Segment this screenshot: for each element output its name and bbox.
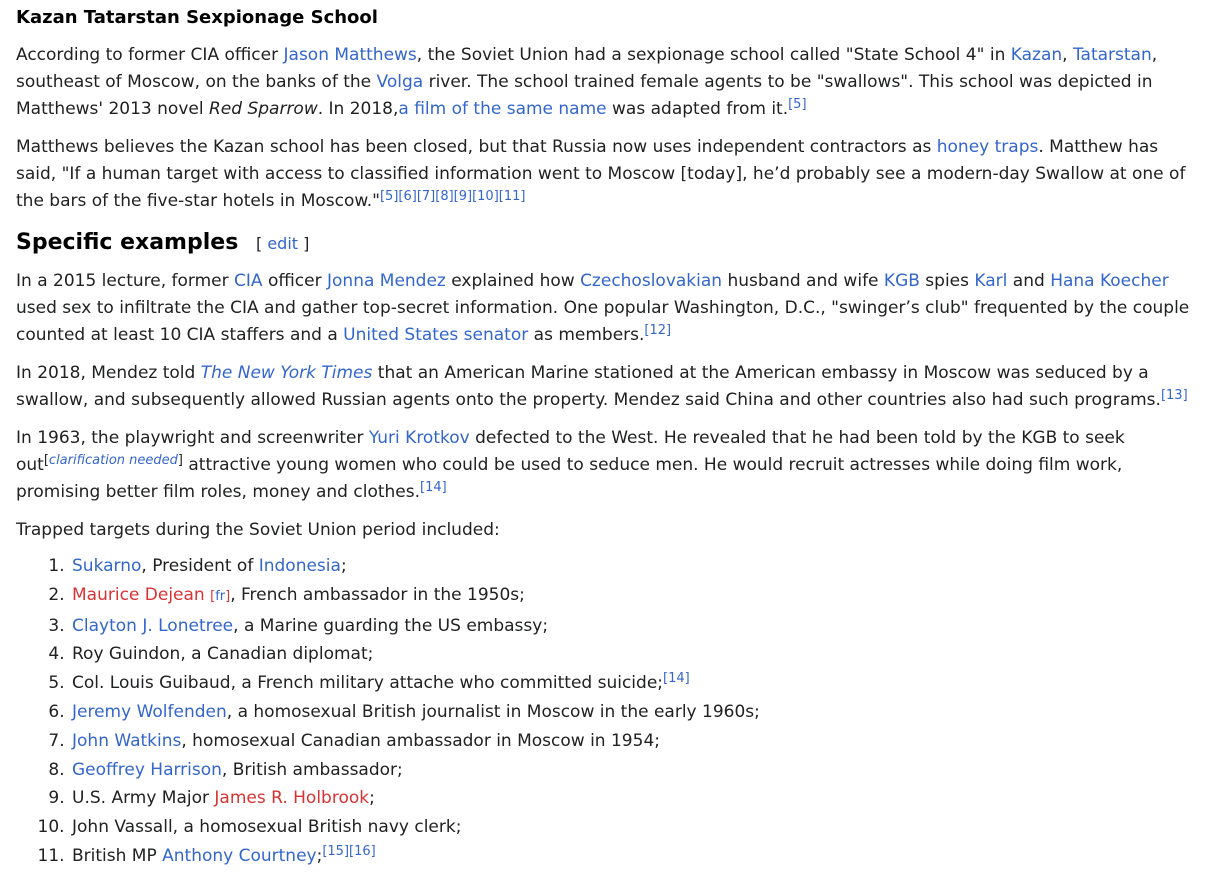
italic-text: Red Sparrow	[208, 99, 318, 119]
link-tatarstan[interactable]: Tatarstan	[1072, 45, 1152, 65]
trapped-targets-list	[16, 552, 1192, 871]
text: ;	[369, 788, 375, 809]
text: In 2018, Mendez told	[16, 363, 201, 383]
ref-13[interactable]: [13]	[1160, 388, 1188, 404]
reference	[322, 844, 349, 859]
list-intro: Trapped targets during the Soviet Union period included:	[16, 520, 500, 540]
text: , a Marine guarding the US embassy;	[233, 615, 549, 636]
text: . In 2018,	[317, 99, 399, 119]
text: In a 2015 lecture, former	[16, 271, 235, 291]
list-item	[70, 842, 1192, 871]
link-the-new-york-times[interactable]: The New York Times	[200, 363, 373, 383]
link-geoffrey-harrison[interactable]: Geoffrey Harrison	[72, 759, 222, 780]
reference	[499, 189, 526, 204]
text: , homosexual Canadian ambassador in Moscow in 1954;	[181, 730, 660, 751]
text: , British ambassador;	[221, 759, 403, 780]
text: spies	[919, 271, 975, 291]
reference	[788, 97, 806, 112]
text: John Vassall, a homosexual British navy clerk;	[72, 817, 462, 838]
list-item	[70, 727, 1192, 756]
text: attractive young women who could be used to seduce men. He would recruit actresses while doing film work, promising better film roles, money and clothes.	[16, 455, 1123, 502]
intro-paragraphs	[16, 42, 1192, 215]
ref-16[interactable]: [16]	[349, 844, 376, 860]
text: husband and wife	[722, 271, 884, 291]
list-item	[70, 756, 1192, 785]
text: In 1963, the playwright and screenwriter	[16, 428, 369, 448]
link-jonna-mendez[interactable]: Jonna Mendez	[327, 271, 446, 291]
section-paragraphs	[16, 268, 1192, 506]
reference	[454, 189, 472, 204]
text: . Matthew has said, "If a human target with access to classified information went to Moscow [today], he’d probably see a modern-day Swallow at one of the bars of the five-star hotels in Moscow."	[16, 137, 1186, 211]
reference	[663, 671, 690, 686]
link-united-states-senator[interactable]: United States senator	[343, 325, 529, 345]
link-jason-matthews[interactable]: Jason Matthews	[283, 45, 417, 65]
link-volga[interactable]: Volga	[376, 72, 424, 92]
ref-14[interactable]: [14]	[420, 480, 447, 496]
edit-bracket-open: [	[255, 234, 263, 253]
link-sukarno[interactable]: Sukarno	[72, 556, 142, 576]
link-john-watkins[interactable]: John Watkins	[72, 730, 182, 751]
link-clarification-needed[interactable]: clarification needed	[48, 453, 178, 469]
link-fr[interactable]: fr	[215, 588, 226, 604]
text: that an American Marine stationed at the American embassy in Moscow was seduced by a swallow, and subsequently allowed Russian agents onto the property. Mendez said China and other countries also had such programs.	[16, 363, 1161, 410]
bracket-close: ]	[177, 453, 183, 469]
ref-6[interactable]: [6]	[398, 189, 417, 205]
text: was adapted from it.	[606, 99, 789, 119]
reference	[1161, 388, 1188, 403]
link-czechoslovakian[interactable]: Czechoslovakian	[580, 271, 723, 291]
link-karl[interactable]: Karl	[974, 271, 1008, 291]
text: Matthews believes the Kazan school has been closed, but that Russia now uses independent contractors as	[16, 137, 937, 157]
ref-5[interactable]: [5]	[379, 189, 399, 205]
ref-12[interactable]: [12]	[644, 323, 672, 339]
text: ;	[340, 556, 347, 576]
ref-15[interactable]: [15]	[322, 844, 350, 860]
text: , President of	[141, 556, 259, 576]
clarification-needed	[44, 453, 183, 468]
ref-10[interactable]: [10]	[472, 189, 499, 205]
reference	[380, 189, 398, 204]
link-cia[interactable]: CIA	[234, 271, 263, 291]
link-indonesia[interactable]: Indonesia	[258, 556, 341, 576]
link-kgb[interactable]: KGB	[883, 271, 920, 291]
paragraph	[16, 134, 1192, 215]
list-item	[70, 813, 1192, 842]
text: U.S. Army Major	[72, 788, 215, 809]
text: Col. Louis Guibaud, a French military attache who committed suicide;	[72, 673, 663, 694]
list-item	[70, 581, 1192, 612]
text: and	[1007, 271, 1051, 291]
link-clayton-j-lonetree[interactable]: Clayton J. Lonetree	[72, 615, 234, 636]
list-item	[70, 552, 1192, 581]
text: British MP	[72, 845, 163, 866]
bracket-close: ]	[225, 588, 231, 604]
ref-14[interactable]: [14]	[663, 671, 690, 687]
bracket-open: [	[210, 588, 216, 604]
edit-bracket-close: ]	[303, 234, 310, 253]
text: , French ambassador in the 1950s;	[230, 584, 525, 605]
page-title: Kazan Tatarstan Sexpionage School	[16, 7, 378, 28]
section-heading-text: Specific examples	[16, 230, 239, 255]
text: Roy Guindon, a Canadian diplomat;	[72, 644, 374, 665]
link-maurice-dejean[interactable]: Maurice Dejean	[72, 584, 205, 605]
link-kazan[interactable]: Kazan	[1010, 45, 1063, 65]
reference	[398, 189, 416, 204]
text: , southeast of Moscow, on the banks of the	[16, 45, 1158, 92]
paragraph	[16, 42, 1192, 123]
edit-section-link[interactable]: edit	[267, 234, 299, 253]
interlanguage-link	[210, 589, 230, 604]
text: explained how	[445, 271, 581, 291]
reference	[644, 323, 671, 338]
text: defected to the West. He revealed that he had been told by the KGB to seek out	[16, 428, 1125, 475]
reference	[472, 189, 499, 204]
reference	[435, 189, 453, 204]
link-jeremy-wolfenden[interactable]: Jeremy Wolfenden	[72, 701, 227, 722]
ref-11[interactable]: [11]	[498, 189, 526, 205]
link-hana-koecher[interactable]: Hana Koecher	[1050, 271, 1169, 291]
list-item	[70, 612, 1192, 641]
list-item	[70, 784, 1192, 813]
edit-section	[256, 234, 309, 253]
text: , a homosexual British journalist in Moscow in the early 1960s;	[226, 701, 760, 722]
text: ;	[316, 845, 323, 866]
paragraph	[16, 425, 1192, 506]
text: , the Soviet Union had a sexpionage school called "State School 4" in	[416, 45, 1011, 65]
paragraph	[16, 360, 1192, 414]
text: officer	[262, 271, 327, 291]
link-honey-traps[interactable]: honey traps	[936, 137, 1039, 157]
text: ,	[1062, 45, 1073, 65]
ref-9[interactable]: [9]	[453, 189, 473, 205]
bracket-open: [	[43, 453, 49, 469]
link-anthony-courtney[interactable]: Anthony Courtney	[162, 845, 317, 866]
list-item	[70, 640, 1192, 669]
list-item	[70, 698, 1192, 727]
paragraph	[16, 268, 1192, 349]
text: According to former CIA officer	[16, 45, 284, 65]
reference	[349, 844, 376, 859]
link-a-film-of-the-same-name[interactable]: a film of the same name	[398, 99, 607, 119]
reference	[417, 189, 435, 204]
list-item	[70, 669, 1192, 698]
reference	[420, 480, 447, 495]
ref-5[interactable]: [5]	[788, 97, 807, 113]
link-james-r-holbrook[interactable]: James R. Holbrook	[214, 788, 370, 809]
text: river. The school trained female agents to be "swallows". This school was depicted in Matthews' 2013 novel	[16, 72, 1153, 119]
ref-8[interactable]: [8]	[435, 189, 454, 205]
text: used sex to infiltrate the CIA and gather top-secret information. One popular Washington, D.C., "swinger’s club" frequented by the couple counted at least 10 CIA staffers and a	[16, 298, 1190, 345]
text: as members.	[528, 325, 645, 345]
link-yuri-krotkov[interactable]: Yuri Krotkov	[368, 428, 470, 448]
section-heading	[16, 229, 1192, 258]
ref-7[interactable]: [7]	[416, 189, 436, 205]
